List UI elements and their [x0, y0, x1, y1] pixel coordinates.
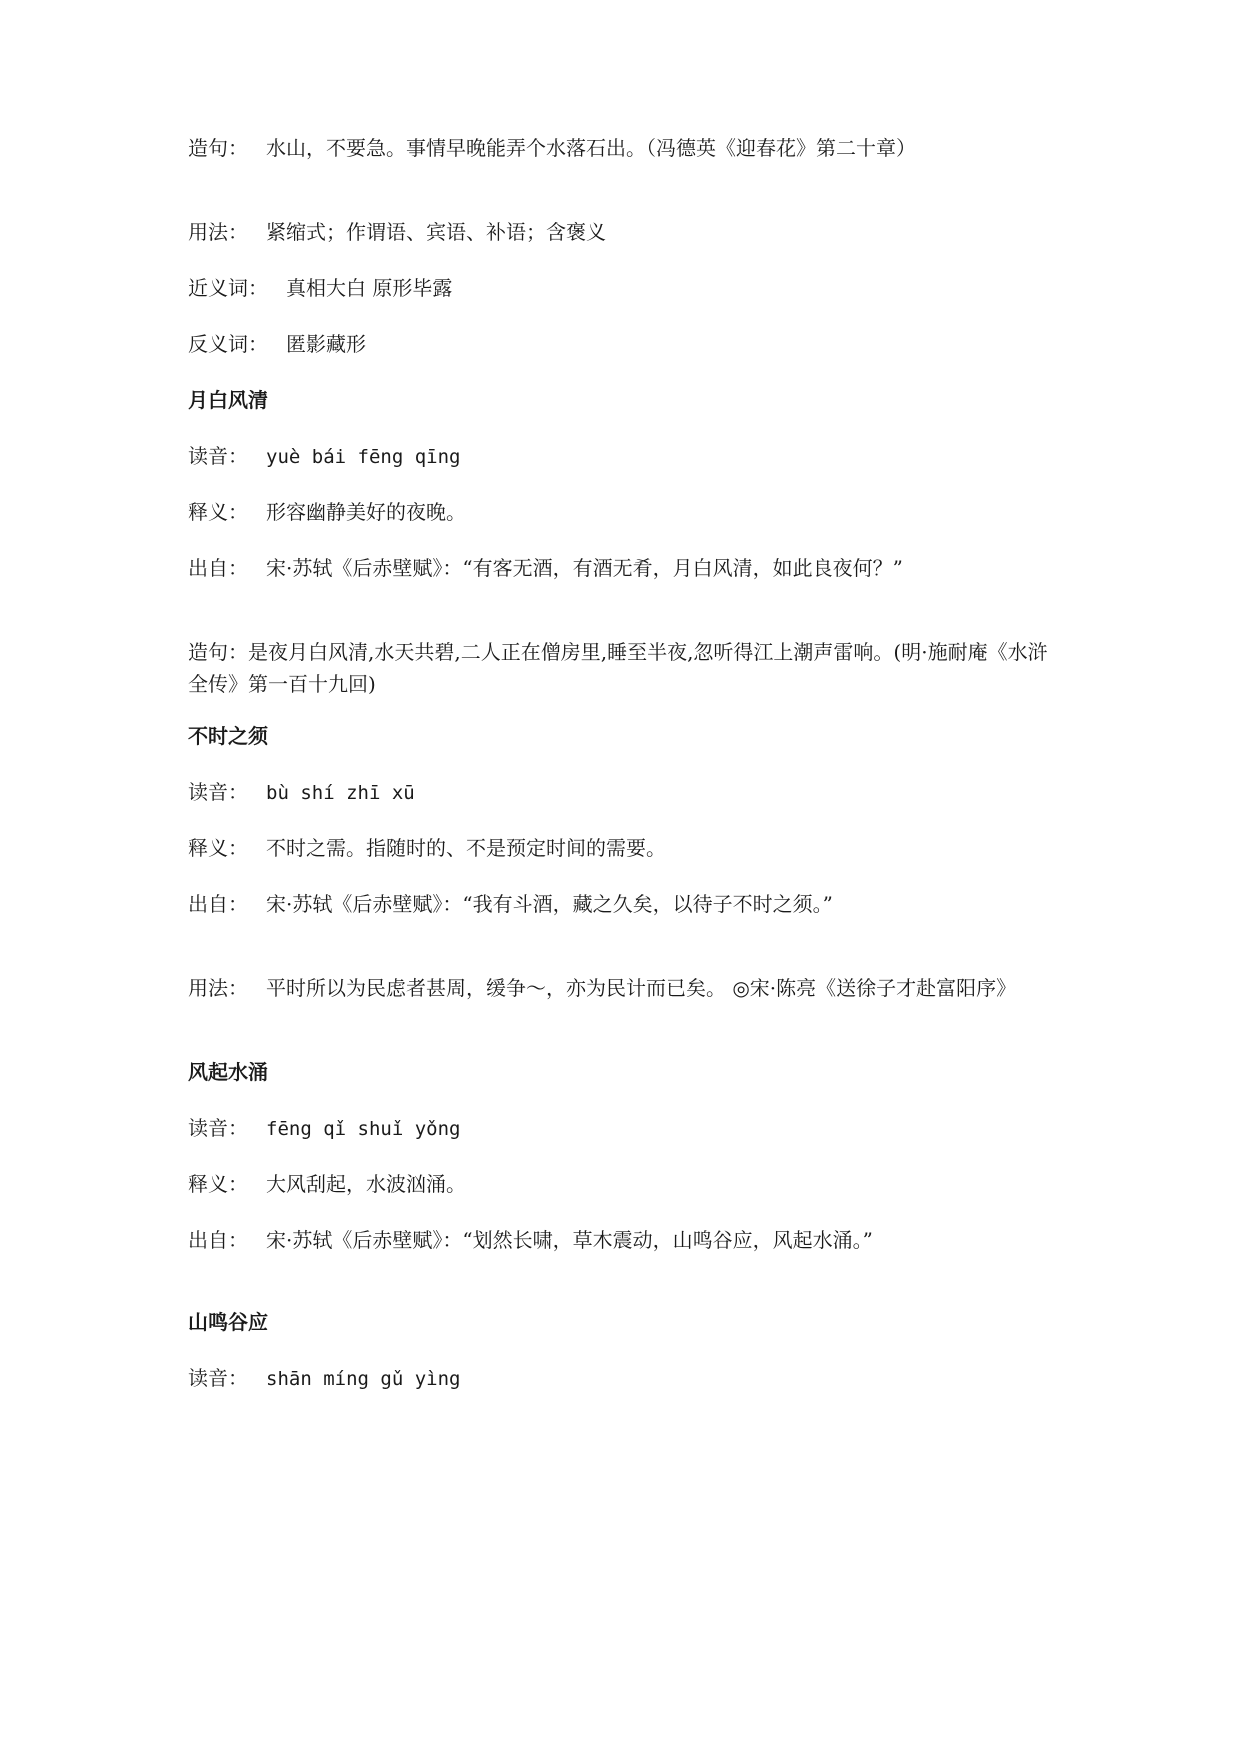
entry-chuzi [188, 1224, 1068, 1256]
chuzi-label: 出自： [188, 556, 248, 580]
fanyi-label: 反义词： [188, 332, 268, 356]
intro-zaoju [188, 132, 1068, 164]
entry-duyin [188, 1112, 1068, 1145]
shiyi-label: 释义： [188, 500, 248, 524]
chuzi-text: 宋·苏轼《后赤壁赋》：“划然长啸，草木震动，山鸣谷应，风起水涌。” [266, 1228, 873, 1252]
duyin-label: 读音： [188, 1366, 248, 1390]
pinyin-text: shān míng gǔ yìng [266, 1368, 461, 1390]
pinyin-text: fēng qǐ shuǐ yǒng [266, 1118, 461, 1140]
intro-yongfa [188, 216, 1068, 248]
yongfa-label: 用法： [188, 220, 248, 244]
entry-duyin [188, 776, 1068, 809]
yongfa-label: 用法： [188, 976, 248, 1000]
entry-shiyi [188, 496, 1068, 528]
intro-fanyi [188, 328, 1068, 360]
shiyi-text: 形容幽静美好的夜晚。 [266, 500, 466, 524]
shiyi-label: 释义： [188, 836, 248, 860]
entry-shiyi [188, 832, 1068, 864]
entry-title: 月白风清 [188, 388, 268, 412]
entry-title: 不时之须 [188, 724, 268, 748]
entry-yongfa [188, 972, 1058, 1004]
duyin-label: 读音： [188, 444, 248, 468]
zaoju-label: 造句： [188, 136, 248, 160]
chuzi-label: 出自： [188, 1228, 248, 1252]
entry-title: 山鸣谷应 [188, 1310, 268, 1334]
zaoju-text: 是夜月白风清,水天共碧,二人正在僧房里,睡至半夜,忽听得江上潮声雷响。(明·施耐庵《水浒全传》第一百十九回) [188, 640, 1048, 696]
fanyi-text: 匿影藏形 [286, 332, 366, 356]
jinyi-label: 近义词： [188, 276, 268, 300]
chuzi-text: 宋·苏轼《后赤壁赋》：“我有斗酒，藏之久矣，以待子不时之须。” [266, 892, 833, 916]
entry-duyin [188, 1362, 1068, 1395]
entry-shiyi [188, 1168, 1068, 1200]
chuzi-text: 宋·苏轼《后赤壁赋》：“有客无酒，有酒无肴，月白风清，如此良夜何？” [266, 556, 903, 580]
entry-title: 风起水涌 [188, 1060, 268, 1084]
pinyin-text: bù shí zhī xū [266, 782, 415, 804]
duyin-label: 读音： [188, 1116, 248, 1140]
chuzi-label: 出自： [188, 892, 248, 916]
zaoju-label: 造句： [188, 640, 248, 664]
yongfa-text: 平时所以为民虑者甚周，缓争～，亦为民计而已矣。 ◎宋·陈亮《送徐子才赴富阳序》 [266, 976, 1017, 1000]
intro-jinyi [188, 272, 1068, 304]
shiyi-text: 大风刮起，水波汹涌。 [266, 1172, 466, 1196]
zaoju-text: 水山，不要急。事情早晚能弄个水落石出。（冯德英《迎春花》第二十章） [266, 136, 916, 160]
entry-duyin [188, 440, 1068, 473]
entry-chuzi [188, 888, 1068, 920]
jinyi-text: 真相大白 原形毕露 [286, 276, 453, 300]
yongfa-text: 紧缩式；作谓语、宾语、补语；含褒义 [266, 220, 606, 244]
entry-chuzi [188, 552, 1068, 584]
shiyi-label: 释义： [188, 1172, 248, 1196]
duyin-label: 读音： [188, 780, 248, 804]
entry-zaoju [188, 636, 1058, 700]
shiyi-text: 不时之需。指随时的、不是预定时间的需要。 [266, 836, 666, 860]
pinyin-text: yuè bái fēng qīng [266, 446, 461, 468]
